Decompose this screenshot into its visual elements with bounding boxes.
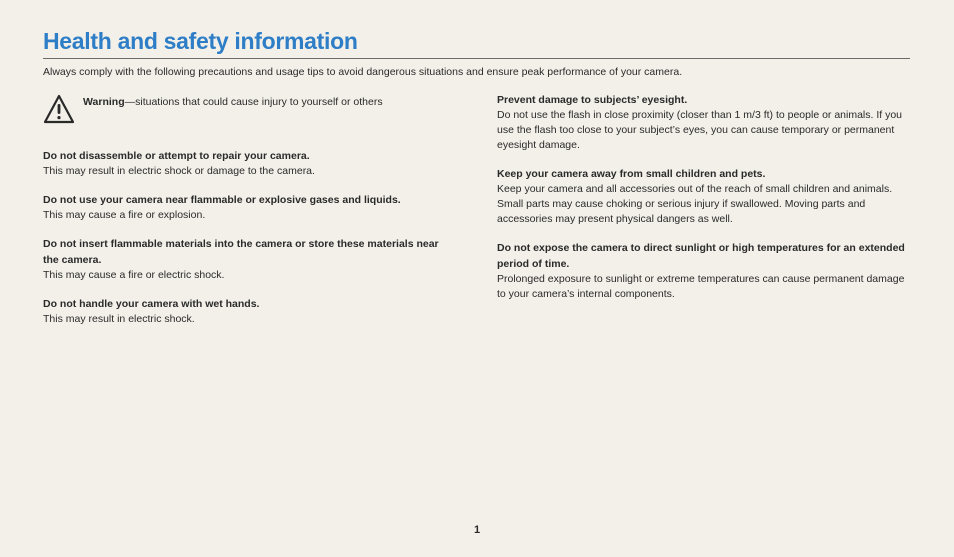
precaution-body: Do not use the flash in close proximity (closer than 1 m/3 ft) to people or animals. If you use the flash too close to your subject’s eyes, you can cause temporary or permanent eyesight damage. (497, 109, 903, 151)
precaution-item (497, 92, 915, 153)
title-divider (43, 58, 910, 59)
precaution-heading: Keep your camera away from small children and pets. (497, 168, 766, 180)
precaution-item (497, 240, 915, 302)
warning-description (83, 95, 383, 109)
precaution-item (43, 148, 453, 179)
precaution-heading: Do not disassemble or attempt to repair your camera. (43, 150, 310, 162)
precaution-item (43, 192, 453, 223)
page-number: 1 (473, 524, 481, 536)
precaution-heading: Prevent damage to subjects’ eyesight. (497, 94, 688, 106)
page-title: Health and safety information (43, 28, 358, 54)
precaution-body: This may result in electric shock or damage to the camera. (43, 165, 315, 177)
precaution-heading: Do not expose the camera to direct sunlight or high temperatures for an extended period of time. (497, 242, 905, 270)
precaution-item (43, 296, 453, 327)
warning-triangle-icon (43, 94, 75, 124)
precaution-heading: Do not handle your camera with wet hands. (43, 298, 260, 310)
intro-paragraph: Always comply with the following precautions and usage tips to avoid dangerous situations and ensure peak performance of your camera. (43, 66, 683, 78)
warning-text: —situations that could cause injury to yourself or others (124, 96, 383, 108)
left-column (43, 148, 453, 340)
precaution-heading: Do not insert flammable materials into the camera or store these materials near the camera. (43, 238, 439, 266)
precaution-body: Keep your camera and all accessories out of the reach of small children and animals. Small parts may cause choking or serious injury if swallowed. Moving parts and accessories may present physical dangers as well. (497, 183, 893, 225)
precaution-body: Prolonged exposure to sunlight or extreme temperatures can cause permanent damage to your camera’s internal components. (497, 273, 905, 300)
precaution-heading: Do not use your camera near flammable or explosive gases and liquids. (43, 194, 401, 206)
precaution-body: This may result in electric shock. (43, 313, 195, 325)
precaution-item (43, 236, 453, 283)
warning-label: Warning (83, 96, 125, 108)
precaution-body: This may cause a fire or electric shock. (43, 269, 225, 281)
warning-legend (43, 92, 463, 126)
right-column (497, 92, 915, 315)
precaution-item (497, 166, 915, 227)
precaution-body: This may cause a fire or explosion. (43, 209, 206, 221)
